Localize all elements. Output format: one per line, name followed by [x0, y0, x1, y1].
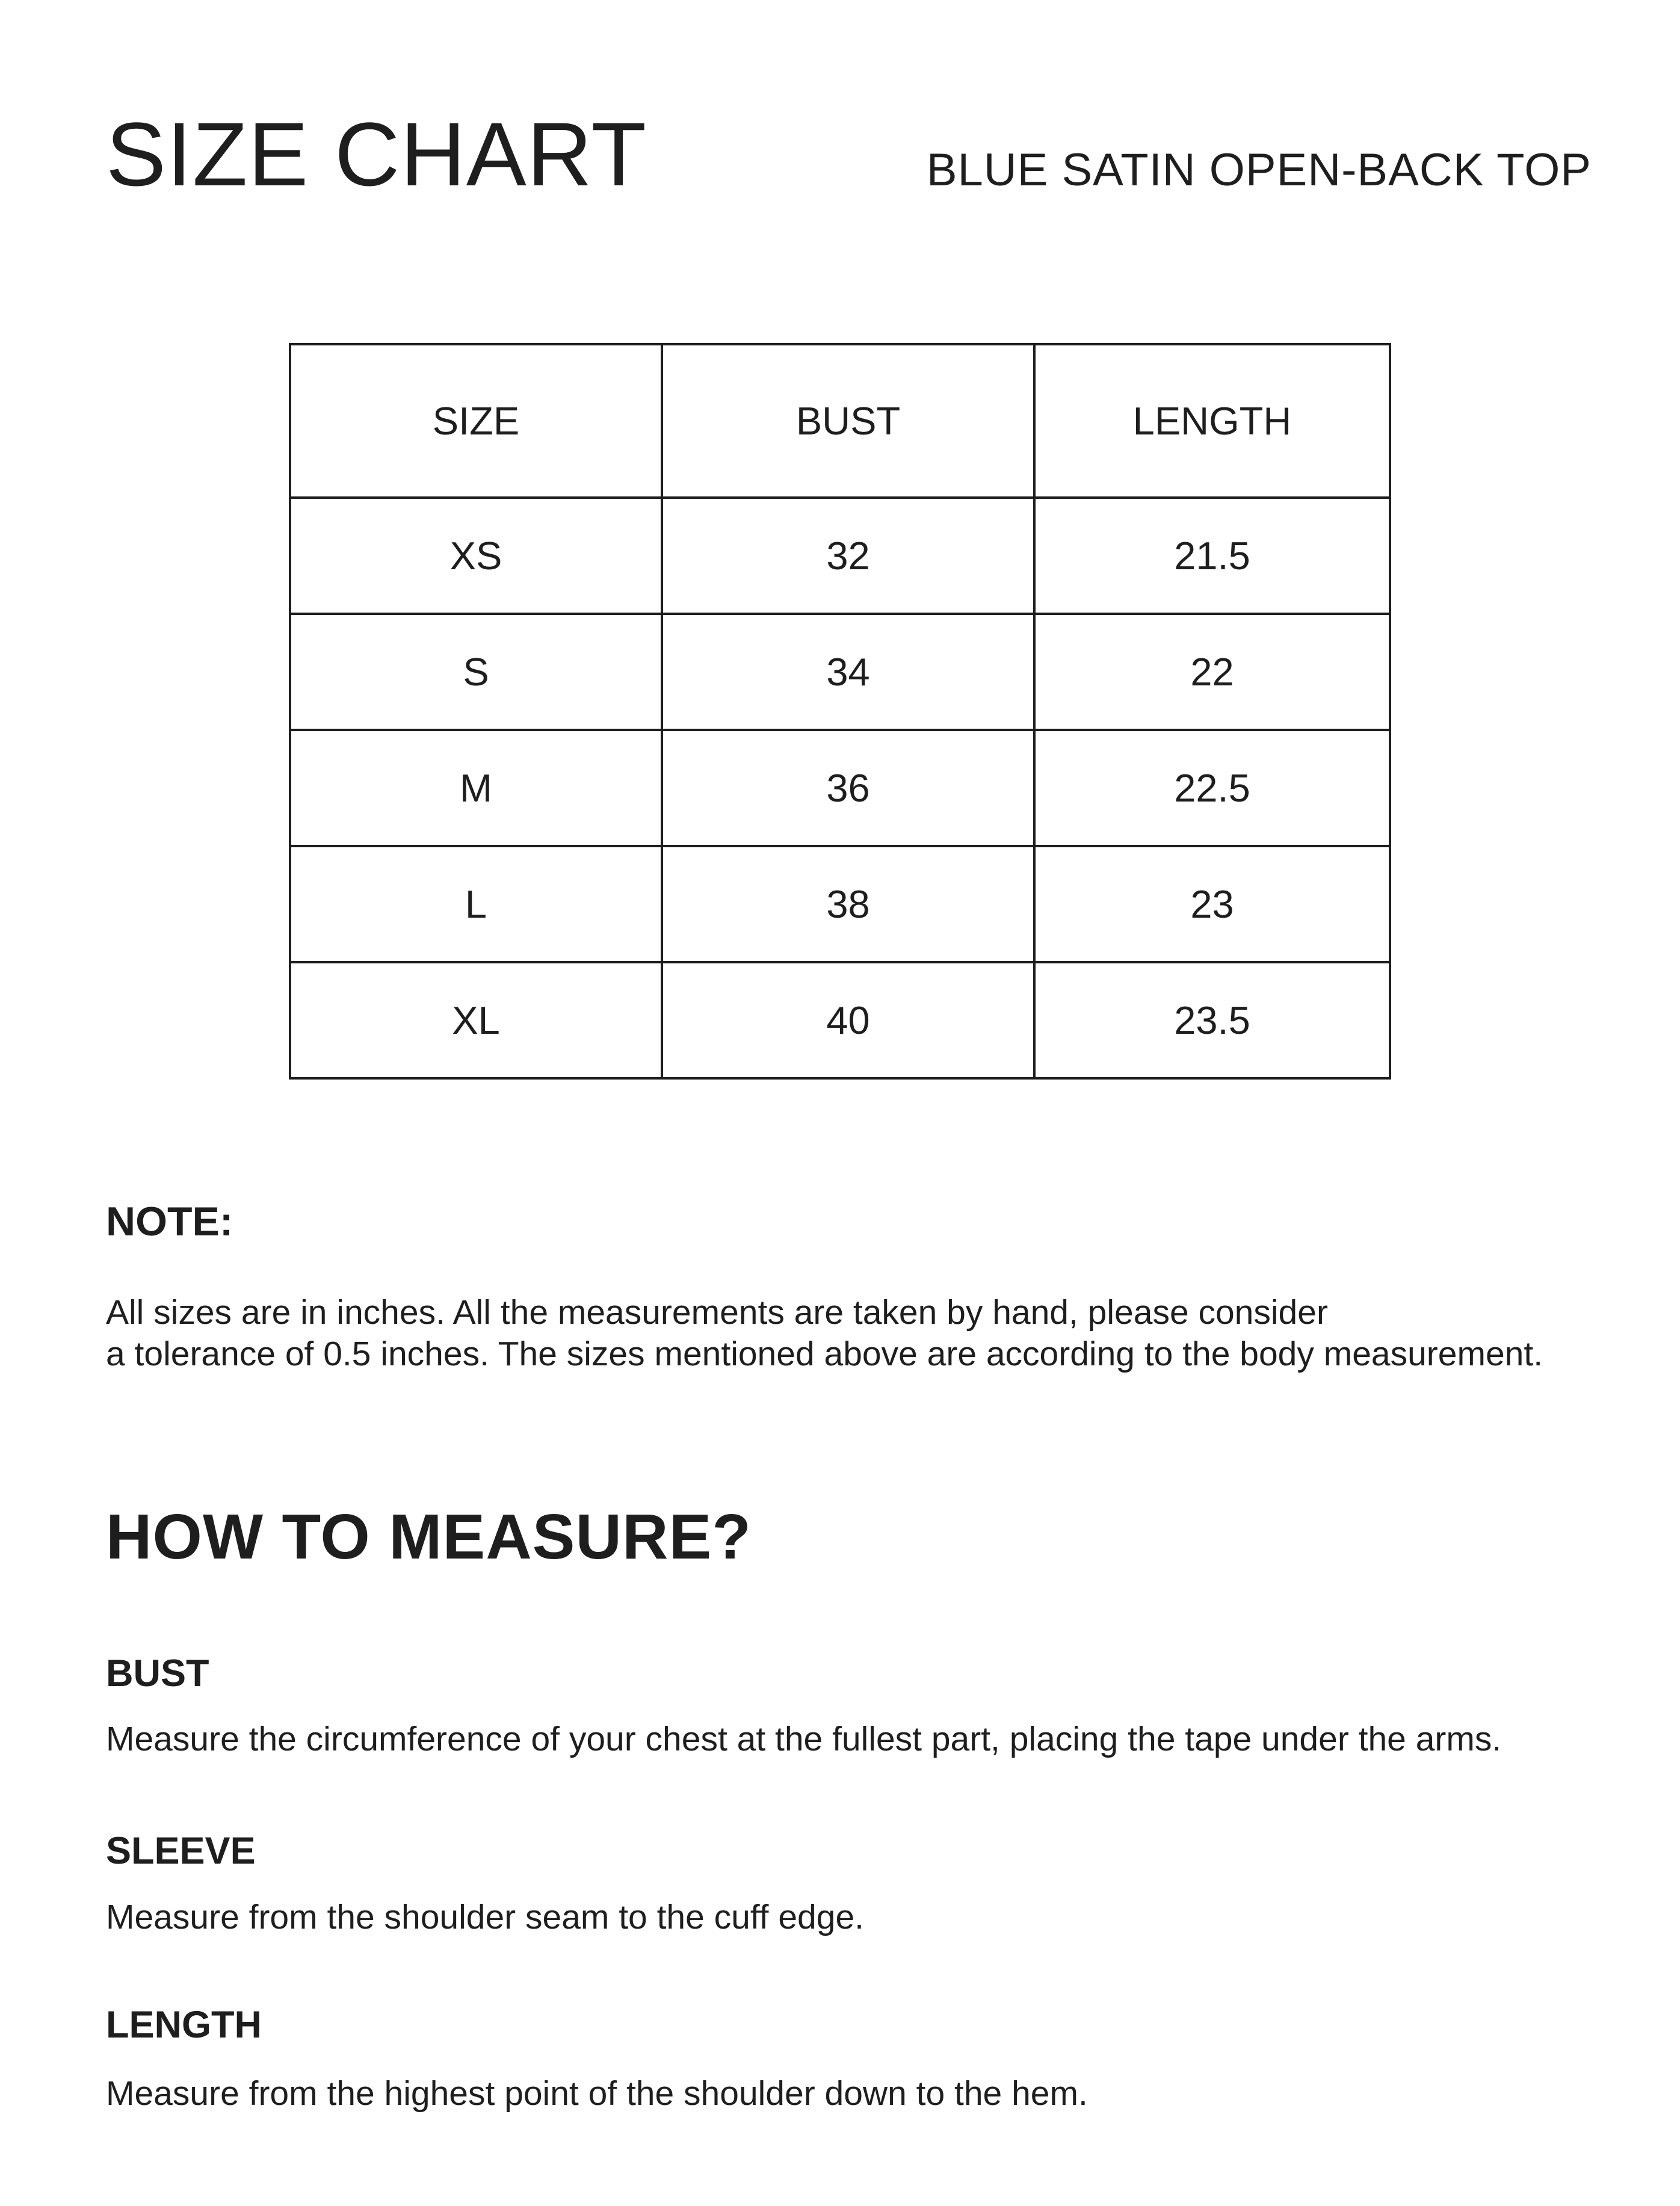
column-header-size: SIZE — [290, 344, 662, 498]
note-paragraph — [106, 1292, 1608, 1375]
bust-cell: 36 — [662, 730, 1034, 846]
length-instruction: Measure from the highest point of the shoulder down to the hem. — [106, 2074, 1088, 2113]
table-header-row — [290, 344, 1390, 498]
size-cell: M — [290, 730, 662, 846]
bust-cell: 34 — [662, 614, 1034, 730]
table-row — [290, 846, 1390, 962]
bust-label: BUST — [106, 1652, 209, 1695]
table-row — [290, 614, 1390, 730]
length-cell: 21.5 — [1034, 498, 1390, 614]
product-name: BLUE SATIN OPEN-BACK TOP — [926, 144, 1592, 196]
size-cell: XL — [290, 962, 662, 1078]
note-line-2: a tolerance of 0.5 inches. The sizes mentioned above are according to the body measurement. — [106, 1335, 1543, 1373]
page-title: SIZE CHART — [106, 104, 647, 205]
note-line-1: All sizes are in inches. All the measurements are taken by hand, please consider — [106, 1293, 1328, 1332]
length-cell: 23.5 — [1034, 962, 1390, 1078]
table-row — [290, 730, 1390, 846]
column-header-length: LENGTH — [1034, 344, 1390, 498]
bust-cell: 38 — [662, 846, 1034, 962]
how-to-measure-heading: HOW TO MEASURE? — [106, 1501, 752, 1572]
column-header-bust: BUST — [662, 344, 1034, 498]
sleeve-instruction: Measure from the shoulder seam to the cuff edge. — [106, 1898, 864, 1936]
note-heading: NOTE: — [106, 1199, 233, 1244]
page-header — [106, 104, 1592, 205]
table-row — [290, 498, 1390, 614]
bust-cell: 40 — [662, 962, 1034, 1078]
length-label: LENGTH — [106, 2004, 262, 2046]
size-cell: L — [290, 846, 662, 962]
table-row — [290, 962, 1390, 1078]
bust-cell: 32 — [662, 498, 1034, 614]
size-cell: S — [290, 614, 662, 730]
size-chart-table — [289, 343, 1391, 1080]
length-cell: 22 — [1034, 614, 1390, 730]
length-cell: 22.5 — [1034, 730, 1390, 846]
size-cell: XS — [290, 498, 662, 614]
bust-instruction: Measure the circumference of your chest at the fullest part, placing the tape under the arms. — [106, 1720, 1502, 1758]
sleeve-label: SLEEVE — [106, 1830, 256, 1872]
length-cell: 23 — [1034, 846, 1390, 962]
